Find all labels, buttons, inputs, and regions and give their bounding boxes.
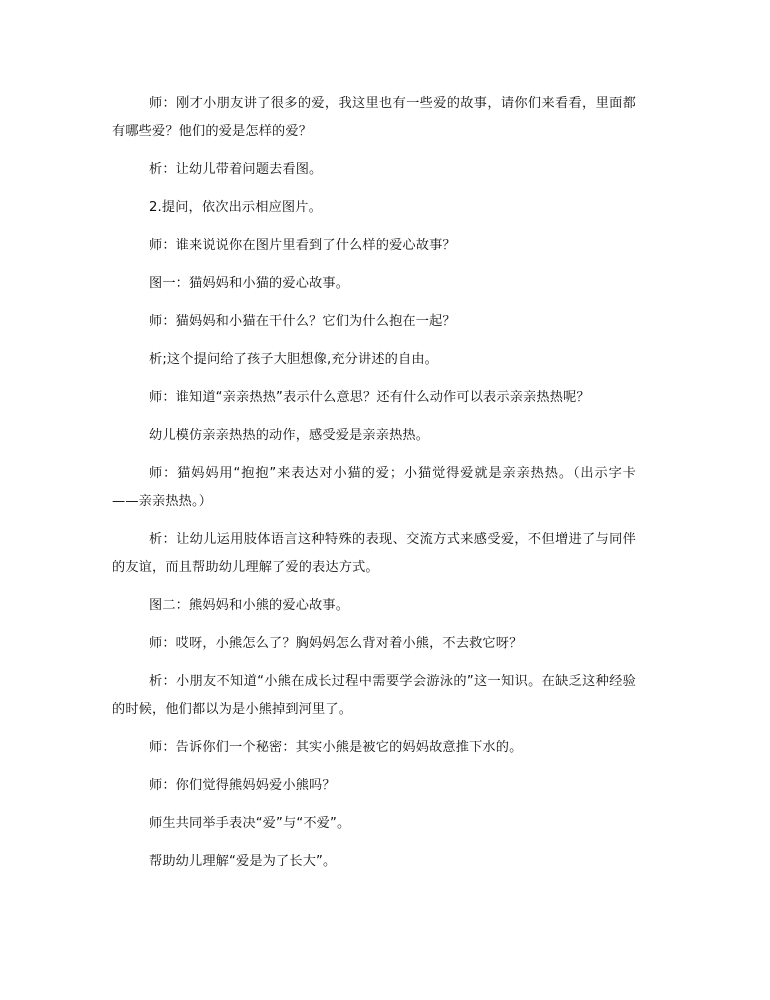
paragraph: 师：谁知道“亲亲热热”表示什么意思？还有什么动作可以表示亲亲热热呢？ — [149, 390, 590, 405]
paragraph: 析：小朋友不知道“小熊在成长过程中需要学会游泳的”这一知识。在缺乏这种经验的时候，他们都以为是小熊掉到河里了。 — [112, 674, 636, 717]
paragraph: 师：谁来说说你在图片里看到了什么样的爱心故事？ — [149, 238, 456, 253]
paragraph: 师：猫妈妈用“抱抱”来表达对小猫的爱；小猫觉得爱就是亲亲热热。（出示字卡——亲亲热热。） — [112, 466, 636, 509]
paragraph: 帮助幼儿理解“爱是为了长大”。 — [149, 854, 337, 869]
paragraph: 析;这个提问给了孩子大胆想像,充分讲述的自由。 — [149, 352, 439, 367]
paragraph: 师：刚才小朋友讲了很多的爱，我这里也有一些爱的故事，请你们来看看，里面都有哪些爱？他们的爱是怎样的爱？ — [112, 96, 636, 139]
paragraph: 师：哎呀，小熊怎么了？胸妈妈怎么背对着小熊，不去救它呀？ — [149, 636, 523, 651]
paragraph: 析：让幼儿带着问题去看图。 — [149, 162, 323, 177]
paragraph: 图一：猫妈妈和小猫的爱心故事。 — [149, 276, 350, 291]
document-body — [112, 90, 636, 876]
paragraph: 师：猫妈妈和小猫在干什么？它们为什么抱在一起？ — [149, 314, 456, 329]
paragraph: 析：让幼儿运用肢体语言这种特殊的表现、交流方式来感受爱，不但增进了与同伴的友谊，而且帮助幼儿理解了爱的表达方式。 — [112, 532, 636, 575]
paragraph: 师：你们觉得熊妈妈爱小熊吗？ — [149, 778, 336, 793]
paragraph: 2.提问，依次出示相应图片。 — [149, 200, 322, 215]
paragraph: 师：告诉你们一个秘密：其实小熊是被它的妈妈故意推下水的。 — [149, 740, 523, 755]
paragraph: 幼儿模仿亲亲热热的动作，感受爱是亲亲热热。 — [149, 428, 430, 443]
paragraph: 图二：熊妈妈和小熊的爱心故事。 — [149, 598, 350, 613]
paragraph: 师生共同举手表决“爱”与“不爱”。 — [149, 816, 351, 831]
